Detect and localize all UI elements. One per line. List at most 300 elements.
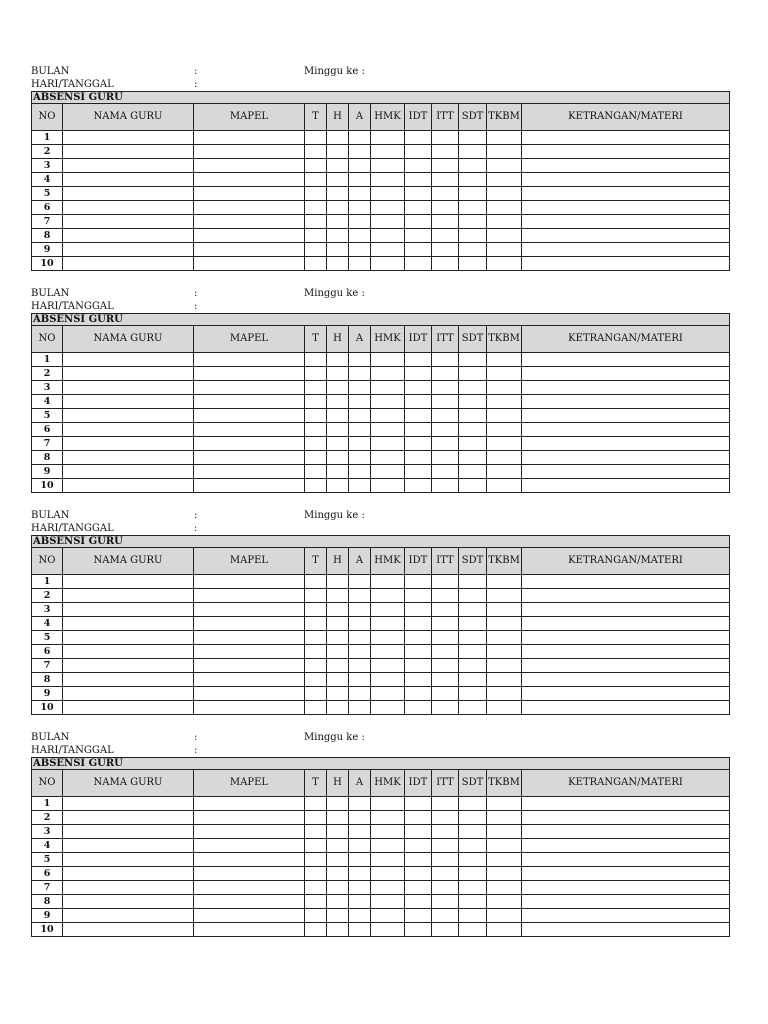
blank-cell[interactable] bbox=[349, 159, 371, 173]
blank-cell[interactable] bbox=[522, 423, 730, 437]
blank-cell[interactable] bbox=[432, 145, 459, 159]
blank-cell[interactable] bbox=[349, 131, 371, 145]
blank-cell[interactable] bbox=[194, 173, 305, 187]
blank-cell[interactable] bbox=[63, 631, 194, 645]
blank-cell[interactable] bbox=[405, 215, 432, 229]
blank-cell[interactable] bbox=[194, 437, 305, 451]
blank-cell[interactable] bbox=[349, 881, 371, 895]
blank-cell[interactable] bbox=[405, 479, 432, 493]
blank-cell[interactable] bbox=[487, 173, 522, 187]
blank-cell[interactable] bbox=[459, 811, 487, 825]
blank-cell[interactable] bbox=[305, 631, 327, 645]
blank-cell[interactable] bbox=[63, 575, 194, 589]
blank-cell[interactable] bbox=[327, 631, 349, 645]
blank-cell[interactable] bbox=[371, 187, 405, 201]
blank-cell[interactable] bbox=[305, 173, 327, 187]
blank-cell[interactable] bbox=[371, 451, 405, 465]
blank-cell[interactable] bbox=[405, 381, 432, 395]
blank-cell[interactable] bbox=[459, 687, 487, 701]
blank-cell[interactable] bbox=[487, 409, 522, 423]
blank-cell[interactable] bbox=[194, 381, 305, 395]
blank-cell[interactable] bbox=[487, 839, 522, 853]
blank-cell[interactable] bbox=[371, 395, 405, 409]
blank-cell[interactable] bbox=[522, 229, 730, 243]
blank-cell[interactable] bbox=[327, 465, 349, 479]
blank-cell[interactable] bbox=[487, 895, 522, 909]
blank-cell[interactable] bbox=[371, 409, 405, 423]
blank-cell[interactable] bbox=[405, 839, 432, 853]
blank-cell[interactable] bbox=[522, 603, 730, 617]
blank-cell[interactable] bbox=[487, 881, 522, 895]
blank-cell[interactable] bbox=[63, 603, 194, 617]
blank-cell[interactable] bbox=[349, 673, 371, 687]
blank-cell[interactable] bbox=[487, 923, 522, 937]
blank-cell[interactable] bbox=[522, 201, 730, 215]
blank-cell[interactable] bbox=[63, 465, 194, 479]
blank-cell[interactable] bbox=[349, 645, 371, 659]
blank-cell[interactable] bbox=[522, 381, 730, 395]
blank-cell[interactable] bbox=[459, 257, 487, 271]
blank-cell[interactable] bbox=[522, 243, 730, 257]
blank-cell[interactable] bbox=[405, 673, 432, 687]
blank-cell[interactable] bbox=[432, 589, 459, 603]
blank-cell[interactable] bbox=[194, 603, 305, 617]
blank-cell[interactable] bbox=[305, 131, 327, 145]
blank-cell[interactable] bbox=[305, 479, 327, 493]
blank-cell[interactable] bbox=[432, 631, 459, 645]
blank-cell[interactable] bbox=[405, 409, 432, 423]
blank-cell[interactable] bbox=[487, 423, 522, 437]
blank-cell[interactable] bbox=[371, 811, 405, 825]
blank-cell[interactable] bbox=[371, 923, 405, 937]
blank-cell[interactable] bbox=[194, 353, 305, 367]
blank-cell[interactable] bbox=[63, 187, 194, 201]
blank-cell[interactable] bbox=[459, 853, 487, 867]
blank-cell[interactable] bbox=[327, 589, 349, 603]
blank-cell[interactable] bbox=[327, 603, 349, 617]
blank-cell[interactable] bbox=[371, 895, 405, 909]
blank-cell[interactable] bbox=[63, 353, 194, 367]
blank-cell[interactable] bbox=[432, 215, 459, 229]
blank-cell[interactable] bbox=[371, 479, 405, 493]
blank-cell[interactable] bbox=[459, 451, 487, 465]
blank-cell[interactable] bbox=[487, 201, 522, 215]
blank-cell[interactable] bbox=[522, 881, 730, 895]
blank-cell[interactable] bbox=[63, 701, 194, 715]
blank-cell[interactable] bbox=[522, 145, 730, 159]
blank-cell[interactable] bbox=[459, 895, 487, 909]
blank-cell[interactable] bbox=[349, 145, 371, 159]
blank-cell[interactable] bbox=[349, 243, 371, 257]
blank-cell[interactable] bbox=[349, 257, 371, 271]
blank-cell[interactable] bbox=[371, 797, 405, 811]
blank-cell[interactable] bbox=[63, 145, 194, 159]
blank-cell[interactable] bbox=[63, 201, 194, 215]
blank-cell[interactable] bbox=[327, 229, 349, 243]
blank-cell[interactable] bbox=[522, 589, 730, 603]
blank-cell[interactable] bbox=[305, 215, 327, 229]
blank-cell[interactable] bbox=[432, 423, 459, 437]
blank-cell[interactable] bbox=[459, 825, 487, 839]
blank-cell[interactable] bbox=[459, 839, 487, 853]
blank-cell[interactable] bbox=[487, 159, 522, 173]
blank-cell[interactable] bbox=[487, 437, 522, 451]
blank-cell[interactable] bbox=[349, 187, 371, 201]
blank-cell[interactable] bbox=[194, 659, 305, 673]
blank-cell[interactable] bbox=[63, 797, 194, 811]
blank-cell[interactable] bbox=[522, 923, 730, 937]
blank-cell[interactable] bbox=[522, 159, 730, 173]
blank-cell[interactable] bbox=[432, 825, 459, 839]
blank-cell[interactable] bbox=[349, 895, 371, 909]
blank-cell[interactable] bbox=[405, 173, 432, 187]
blank-cell[interactable] bbox=[405, 159, 432, 173]
blank-cell[interactable] bbox=[305, 367, 327, 381]
blank-cell[interactable] bbox=[63, 159, 194, 173]
blank-cell[interactable] bbox=[405, 437, 432, 451]
blank-cell[interactable] bbox=[371, 367, 405, 381]
blank-cell[interactable] bbox=[405, 881, 432, 895]
blank-cell[interactable] bbox=[327, 867, 349, 881]
blank-cell[interactable] bbox=[194, 673, 305, 687]
blank-cell[interactable] bbox=[487, 257, 522, 271]
blank-cell[interactable] bbox=[522, 895, 730, 909]
blank-cell[interactable] bbox=[432, 839, 459, 853]
blank-cell[interactable] bbox=[432, 381, 459, 395]
blank-cell[interactable] bbox=[327, 687, 349, 701]
blank-cell[interactable] bbox=[432, 895, 459, 909]
blank-cell[interactable] bbox=[459, 617, 487, 631]
blank-cell[interactable] bbox=[405, 811, 432, 825]
blank-cell[interactable] bbox=[305, 825, 327, 839]
blank-cell[interactable] bbox=[327, 645, 349, 659]
blank-cell[interactable] bbox=[327, 479, 349, 493]
blank-cell[interactable] bbox=[63, 423, 194, 437]
blank-cell[interactable] bbox=[305, 881, 327, 895]
blank-cell[interactable] bbox=[487, 229, 522, 243]
blank-cell[interactable] bbox=[459, 631, 487, 645]
blank-cell[interactable] bbox=[194, 839, 305, 853]
blank-cell[interactable] bbox=[305, 895, 327, 909]
blank-cell[interactable] bbox=[459, 187, 487, 201]
blank-cell[interactable] bbox=[371, 381, 405, 395]
blank-cell[interactable] bbox=[63, 895, 194, 909]
blank-cell[interactable] bbox=[327, 575, 349, 589]
blank-cell[interactable] bbox=[522, 395, 730, 409]
blank-cell[interactable] bbox=[349, 811, 371, 825]
blank-cell[interactable] bbox=[432, 701, 459, 715]
blank-cell[interactable] bbox=[371, 645, 405, 659]
blank-cell[interactable] bbox=[63, 243, 194, 257]
blank-cell[interactable] bbox=[432, 479, 459, 493]
blank-cell[interactable] bbox=[432, 853, 459, 867]
blank-cell[interactable] bbox=[327, 923, 349, 937]
blank-cell[interactable] bbox=[349, 853, 371, 867]
blank-cell[interactable] bbox=[327, 353, 349, 367]
blank-cell[interactable] bbox=[327, 381, 349, 395]
blank-cell[interactable] bbox=[349, 479, 371, 493]
blank-cell[interactable] bbox=[349, 867, 371, 881]
blank-cell[interactable] bbox=[522, 479, 730, 493]
blank-cell[interactable] bbox=[522, 659, 730, 673]
blank-cell[interactable] bbox=[194, 131, 305, 145]
blank-cell[interactable] bbox=[459, 201, 487, 215]
blank-cell[interactable] bbox=[459, 881, 487, 895]
blank-cell[interactable] bbox=[371, 465, 405, 479]
blank-cell[interactable] bbox=[432, 367, 459, 381]
blank-cell[interactable] bbox=[327, 853, 349, 867]
blank-cell[interactable] bbox=[305, 645, 327, 659]
blank-cell[interactable] bbox=[522, 839, 730, 853]
blank-cell[interactable] bbox=[194, 201, 305, 215]
blank-cell[interactable] bbox=[432, 881, 459, 895]
blank-cell[interactable] bbox=[432, 257, 459, 271]
blank-cell[interactable] bbox=[522, 853, 730, 867]
blank-cell[interactable] bbox=[459, 909, 487, 923]
blank-cell[interactable] bbox=[327, 839, 349, 853]
blank-cell[interactable] bbox=[349, 923, 371, 937]
blank-cell[interactable] bbox=[327, 617, 349, 631]
blank-cell[interactable] bbox=[432, 923, 459, 937]
blank-cell[interactable] bbox=[432, 159, 459, 173]
blank-cell[interactable] bbox=[405, 853, 432, 867]
blank-cell[interactable] bbox=[459, 437, 487, 451]
blank-cell[interactable] bbox=[459, 673, 487, 687]
blank-cell[interactable] bbox=[63, 589, 194, 603]
blank-cell[interactable] bbox=[371, 659, 405, 673]
blank-cell[interactable] bbox=[327, 257, 349, 271]
blank-cell[interactable] bbox=[487, 673, 522, 687]
blank-cell[interactable] bbox=[349, 229, 371, 243]
blank-cell[interactable] bbox=[305, 589, 327, 603]
blank-cell[interactable] bbox=[487, 909, 522, 923]
blank-cell[interactable] bbox=[487, 811, 522, 825]
blank-cell[interactable] bbox=[487, 465, 522, 479]
blank-cell[interactable] bbox=[487, 131, 522, 145]
blank-cell[interactable] bbox=[432, 353, 459, 367]
blank-cell[interactable] bbox=[371, 229, 405, 243]
blank-cell[interactable] bbox=[194, 575, 305, 589]
blank-cell[interactable] bbox=[194, 881, 305, 895]
blank-cell[interactable] bbox=[459, 923, 487, 937]
blank-cell[interactable] bbox=[349, 797, 371, 811]
blank-cell[interactable] bbox=[194, 645, 305, 659]
blank-cell[interactable] bbox=[459, 381, 487, 395]
blank-cell[interactable] bbox=[305, 145, 327, 159]
blank-cell[interactable] bbox=[405, 395, 432, 409]
blank-cell[interactable] bbox=[327, 797, 349, 811]
blank-cell[interactable] bbox=[327, 673, 349, 687]
blank-cell[interactable] bbox=[349, 173, 371, 187]
blank-cell[interactable] bbox=[432, 645, 459, 659]
blank-cell[interactable] bbox=[327, 159, 349, 173]
blank-cell[interactable] bbox=[327, 437, 349, 451]
blank-cell[interactable] bbox=[405, 187, 432, 201]
blank-cell[interactable] bbox=[371, 173, 405, 187]
blank-cell[interactable] bbox=[194, 409, 305, 423]
blank-cell[interactable] bbox=[522, 825, 730, 839]
blank-cell[interactable] bbox=[405, 825, 432, 839]
blank-cell[interactable] bbox=[459, 409, 487, 423]
blank-cell[interactable] bbox=[487, 215, 522, 229]
blank-cell[interactable] bbox=[194, 687, 305, 701]
blank-cell[interactable] bbox=[459, 159, 487, 173]
blank-cell[interactable] bbox=[305, 465, 327, 479]
blank-cell[interactable] bbox=[487, 479, 522, 493]
blank-cell[interactable] bbox=[327, 187, 349, 201]
blank-cell[interactable] bbox=[305, 395, 327, 409]
blank-cell[interactable] bbox=[63, 825, 194, 839]
blank-cell[interactable] bbox=[432, 229, 459, 243]
blank-cell[interactable] bbox=[371, 673, 405, 687]
blank-cell[interactable] bbox=[194, 423, 305, 437]
blank-cell[interactable] bbox=[349, 589, 371, 603]
blank-cell[interactable] bbox=[432, 173, 459, 187]
blank-cell[interactable] bbox=[305, 839, 327, 853]
blank-cell[interactable] bbox=[194, 395, 305, 409]
blank-cell[interactable] bbox=[432, 201, 459, 215]
blank-cell[interactable] bbox=[305, 423, 327, 437]
blank-cell[interactable] bbox=[522, 187, 730, 201]
blank-cell[interactable] bbox=[459, 423, 487, 437]
blank-cell[interactable] bbox=[305, 853, 327, 867]
blank-cell[interactable] bbox=[487, 353, 522, 367]
blank-cell[interactable] bbox=[305, 229, 327, 243]
blank-cell[interactable] bbox=[522, 367, 730, 381]
blank-cell[interactable] bbox=[432, 811, 459, 825]
blank-cell[interactable] bbox=[432, 451, 459, 465]
blank-cell[interactable] bbox=[305, 409, 327, 423]
blank-cell[interactable] bbox=[459, 131, 487, 145]
blank-cell[interactable] bbox=[487, 867, 522, 881]
blank-cell[interactable] bbox=[522, 131, 730, 145]
blank-cell[interactable] bbox=[349, 395, 371, 409]
blank-cell[interactable] bbox=[63, 881, 194, 895]
blank-cell[interactable] bbox=[327, 451, 349, 465]
blank-cell[interactable] bbox=[522, 353, 730, 367]
blank-cell[interactable] bbox=[63, 645, 194, 659]
blank-cell[interactable] bbox=[63, 395, 194, 409]
blank-cell[interactable] bbox=[349, 631, 371, 645]
blank-cell[interactable] bbox=[194, 367, 305, 381]
blank-cell[interactable] bbox=[459, 145, 487, 159]
blank-cell[interactable] bbox=[349, 825, 371, 839]
blank-cell[interactable] bbox=[327, 145, 349, 159]
blank-cell[interactable] bbox=[487, 825, 522, 839]
blank-cell[interactable] bbox=[371, 909, 405, 923]
blank-cell[interactable] bbox=[487, 187, 522, 201]
blank-cell[interactable] bbox=[459, 589, 487, 603]
blank-cell[interactable] bbox=[63, 437, 194, 451]
blank-cell[interactable] bbox=[459, 797, 487, 811]
blank-cell[interactable] bbox=[371, 353, 405, 367]
blank-cell[interactable] bbox=[63, 409, 194, 423]
blank-cell[interactable] bbox=[487, 589, 522, 603]
blank-cell[interactable] bbox=[63, 451, 194, 465]
blank-cell[interactable] bbox=[371, 603, 405, 617]
blank-cell[interactable] bbox=[522, 645, 730, 659]
blank-cell[interactable] bbox=[487, 617, 522, 631]
blank-cell[interactable] bbox=[305, 353, 327, 367]
blank-cell[interactable] bbox=[305, 381, 327, 395]
blank-cell[interactable] bbox=[432, 243, 459, 257]
blank-cell[interactable] bbox=[349, 201, 371, 215]
blank-cell[interactable] bbox=[405, 701, 432, 715]
blank-cell[interactable] bbox=[522, 687, 730, 701]
blank-cell[interactable] bbox=[349, 617, 371, 631]
blank-cell[interactable] bbox=[522, 617, 730, 631]
blank-cell[interactable] bbox=[432, 575, 459, 589]
blank-cell[interactable] bbox=[349, 687, 371, 701]
blank-cell[interactable] bbox=[405, 867, 432, 881]
blank-cell[interactable] bbox=[194, 867, 305, 881]
blank-cell[interactable] bbox=[522, 811, 730, 825]
blank-cell[interactable] bbox=[432, 603, 459, 617]
blank-cell[interactable] bbox=[194, 257, 305, 271]
blank-cell[interactable] bbox=[487, 701, 522, 715]
blank-cell[interactable] bbox=[349, 701, 371, 715]
blank-cell[interactable] bbox=[432, 617, 459, 631]
blank-cell[interactable] bbox=[327, 409, 349, 423]
blank-cell[interactable] bbox=[63, 131, 194, 145]
blank-cell[interactable] bbox=[305, 201, 327, 215]
blank-cell[interactable] bbox=[63, 381, 194, 395]
blank-cell[interactable] bbox=[459, 353, 487, 367]
blank-cell[interactable] bbox=[522, 173, 730, 187]
blank-cell[interactable] bbox=[349, 603, 371, 617]
blank-cell[interactable] bbox=[371, 437, 405, 451]
blank-cell[interactable] bbox=[63, 215, 194, 229]
blank-cell[interactable] bbox=[459, 867, 487, 881]
blank-cell[interactable] bbox=[459, 367, 487, 381]
blank-cell[interactable] bbox=[371, 853, 405, 867]
blank-cell[interactable] bbox=[371, 701, 405, 715]
blank-cell[interactable] bbox=[305, 257, 327, 271]
blank-cell[interactable] bbox=[327, 173, 349, 187]
blank-cell[interactable] bbox=[522, 409, 730, 423]
blank-cell[interactable] bbox=[371, 881, 405, 895]
blank-cell[interactable] bbox=[63, 367, 194, 381]
blank-cell[interactable] bbox=[327, 701, 349, 715]
blank-cell[interactable] bbox=[487, 797, 522, 811]
blank-cell[interactable] bbox=[405, 617, 432, 631]
blank-cell[interactable] bbox=[371, 687, 405, 701]
blank-cell[interactable] bbox=[522, 437, 730, 451]
blank-cell[interactable] bbox=[305, 575, 327, 589]
blank-cell[interactable] bbox=[487, 687, 522, 701]
blank-cell[interactable] bbox=[432, 465, 459, 479]
blank-cell[interactable] bbox=[487, 367, 522, 381]
blank-cell[interactable] bbox=[405, 367, 432, 381]
blank-cell[interactable] bbox=[371, 423, 405, 437]
blank-cell[interactable] bbox=[371, 131, 405, 145]
blank-cell[interactable] bbox=[405, 631, 432, 645]
blank-cell[interactable] bbox=[349, 575, 371, 589]
blank-cell[interactable] bbox=[522, 701, 730, 715]
blank-cell[interactable] bbox=[327, 367, 349, 381]
blank-cell[interactable] bbox=[305, 603, 327, 617]
blank-cell[interactable] bbox=[349, 659, 371, 673]
blank-cell[interactable] bbox=[194, 853, 305, 867]
blank-cell[interactable] bbox=[405, 909, 432, 923]
blank-cell[interactable] bbox=[194, 451, 305, 465]
blank-cell[interactable] bbox=[522, 257, 730, 271]
blank-cell[interactable] bbox=[522, 631, 730, 645]
blank-cell[interactable] bbox=[487, 575, 522, 589]
blank-cell[interactable] bbox=[459, 215, 487, 229]
blank-cell[interactable] bbox=[522, 465, 730, 479]
blank-cell[interactable] bbox=[487, 381, 522, 395]
